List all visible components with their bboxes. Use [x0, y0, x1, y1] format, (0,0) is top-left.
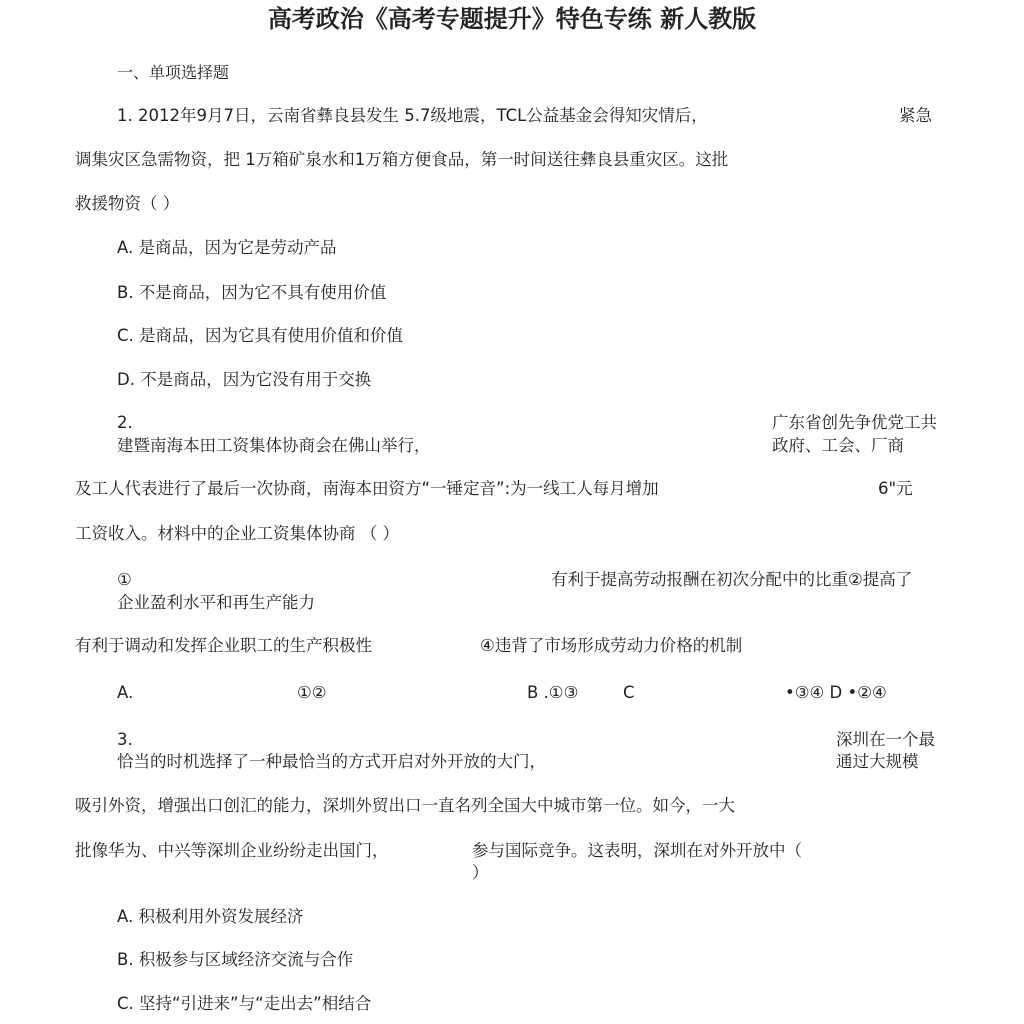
- q3-line4-cont: 参与国际竞争。这表明，深圳在对外开放中（: [472, 841, 802, 860]
- q1-line1-end: 紧急: [899, 106, 932, 125]
- q2-option-cd: •③④ D •②④: [785, 683, 887, 702]
- q3-option-a: A. 积极利用外资发展经济: [117, 907, 304, 926]
- q1-option-a: A. 是商品，因为它是劳动产品: [117, 238, 337, 257]
- q2-line3-end: 6"元: [878, 479, 913, 498]
- q1-line3: 救援物资（ ）: [75, 194, 180, 213]
- q3-number: 3.: [117, 730, 133, 749]
- q1-option-b: B. 不是商品，因为它不具有使用价值: [117, 283, 387, 302]
- q3-line4-paren: ）: [472, 863, 489, 882]
- q1-line2: 调集灾区急需物资，把 1万箱矿泉水和1万箱方便食品，第一时间送往彝良县重灾区。这批: [75, 150, 729, 169]
- q2-option-c: C: [623, 683, 635, 702]
- section-heading: 一、单项选择题: [117, 63, 230, 82]
- q3-right-line1: 深圳在一个最: [836, 730, 935, 749]
- q2-line4: 工资收入。材料中的企业工资集体协商 （ ）: [75, 524, 399, 543]
- q2-statement-3: 有利于调动和发挥企业职工的生产积极性: [75, 636, 372, 655]
- q2-line2: 建暨南海本田工资集体协商会在佛山举行，: [117, 436, 431, 455]
- q3-line2: 恰当的时机选择了一种最恰当的方式开启对外开放的大门，: [117, 752, 546, 771]
- q2-number: 2.: [117, 413, 133, 432]
- q2-statement-1-cont: 企业盈利水平和再生产能力: [117, 593, 315, 612]
- q3-right-line2: 通过大规模: [836, 752, 919, 771]
- q2-option-a: A.: [117, 683, 134, 702]
- q2-statement-1: 有利于提高劳动报酬在初次分配中的比重②提高了: [551, 570, 913, 589]
- q2-statement-1-marker: ①: [117, 570, 132, 589]
- q2-statement-4: ④违背了市场形成劳动力价格的机制: [480, 636, 743, 655]
- q3-option-b: B. 积极参与区域经济交流与合作: [117, 950, 354, 969]
- q2-right-line1: 广东省创先争优党工共: [772, 413, 937, 432]
- q3-option-c: C. 坚持“引进来”与“走出去”相结合: [117, 994, 372, 1013]
- q3-line4: 批像华为、中兴等深圳企业纷纷走出国门，: [75, 841, 389, 860]
- q2-option-b: B .①③: [527, 683, 579, 702]
- q1-line1: 1. 2012年9月7日，云南省彝良县发生 5.7级地震，TCL公益基金会得知灾情后，: [117, 106, 708, 125]
- q2-line3: 及工人代表进行了最后一次协商，南海本田资方“一锤定音”:为一线工人每月增加: [75, 479, 659, 498]
- q2-right-line2: 政府、工会、厂商: [772, 436, 904, 455]
- q3-line3: 吸引外资，增强出口创汇的能力，深圳外贸出口一直名列全国大中城市第一位。如今，一大: [75, 796, 735, 815]
- q1-option-c: C. 是商品，因为它具有使用价值和价值: [117, 326, 404, 345]
- document-title: 高考政治《高考专题提升》特色专练 新人教版: [267, 5, 757, 33]
- q1-option-d: D. 不是商品，因为它没有用于交换: [117, 370, 372, 389]
- q2-option-a-value: ①②: [297, 683, 327, 702]
